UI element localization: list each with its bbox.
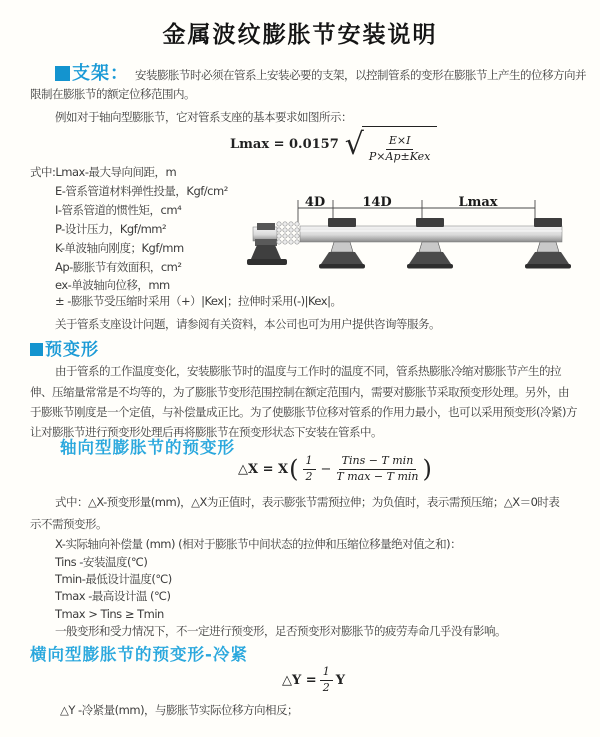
lateral-note-line: △Y -冷紧量(mm)，与膨胀节实际位移方向相反； xyxy=(60,703,299,717)
formula-lmax-fraction xyxy=(369,135,430,163)
axial-note-line: Tmin-最低设计温度(℃) xyxy=(55,572,172,586)
definition-line: K-单波轴向刚度；Kgf/mm xyxy=(55,241,184,255)
axial-note-line: Tmax > Tins ≥ Tmin xyxy=(55,607,164,621)
kex-note-line: ± -膨胀节受压缩时采用（+）|Kex|；拉伸时采用(-)|Kex|。 xyxy=(55,294,342,308)
pipe xyxy=(300,226,562,242)
axial-note-line: 示不需预变形。 xyxy=(30,517,107,531)
close-paren: ) xyxy=(422,455,432,484)
lateral-denominator: 2 xyxy=(322,680,330,694)
formula-lateral-lhs: △Y = xyxy=(282,672,317,688)
predeform-para-line: 于膨账节刚度是一个定值，与补偿量成正比。为了使膨胀节位移对管系的作用力最小，也可以采用预变形(冷紧)方 xyxy=(30,405,577,419)
axial-note-line: 一般变形和受力情况下，不一定进行预变形，足否预变形对膨胀节的疲劳寿命几乎没有影响。 xyxy=(55,624,506,638)
half-denominator: 2 xyxy=(305,469,313,483)
definition-line: ex-单波轴向位移，mm xyxy=(55,278,170,292)
lateral-numerator: 1 xyxy=(320,666,333,681)
guide-support xyxy=(319,218,365,269)
definition-line: P-设计压力，Kgf/mm² xyxy=(55,222,167,236)
formula-lateral xyxy=(282,666,345,694)
pipe-support-diagram xyxy=(245,195,600,290)
section-support-title: 支架： xyxy=(72,63,129,84)
support-intro-line2: 限制在膨胀节的额定位移范围内。 xyxy=(30,87,195,101)
formula-axial-half-fraction xyxy=(303,455,316,483)
definition-line: I-管系管道的惯性矩，cm⁴ xyxy=(55,203,182,217)
dimension-label-lmax: Lmax xyxy=(458,195,498,210)
section-predeform-heading xyxy=(30,335,99,360)
formula-lmax-denominator: P×Ap±Kex xyxy=(368,149,431,163)
guide-support xyxy=(525,218,571,269)
formula-lmax xyxy=(230,126,437,163)
definition-line: E-管系管道材料弹性投量，Kgf/cm² xyxy=(55,184,228,198)
definition-line: 式中:Lmax-最大导向间距，m xyxy=(30,165,177,179)
radical-body xyxy=(362,126,437,163)
axial-subsection-title: 轴向型膨胀节的预变形 xyxy=(60,438,235,457)
definition-line: Ap-膨胀节有效面积，cm² xyxy=(55,260,182,274)
support-intro-inline: 安装膨胀节时必须在管系上安装必要的支架，以控制管系的变形在膨胀节上产生的位移方向并 xyxy=(135,68,586,82)
section-marker-square xyxy=(30,343,43,356)
section-marker-square xyxy=(55,66,70,81)
guide-support xyxy=(407,218,453,269)
page-title: 金属波纹膨胀节安装说明 xyxy=(162,22,438,48)
predeform-para-line: 让对膨胀节进行预变形处理后再将膨胀节在预变形状态下安装在管系中。 xyxy=(30,425,382,439)
bellows-joint xyxy=(277,222,299,244)
axial-note-line: 式中：△X-预变形量(mm)，△X为正值时，表示膨张节需预拉伸；为负值时，表示需预压缩；△X＝0时表 xyxy=(55,495,560,509)
dimension-label-14d: 14D xyxy=(362,195,392,210)
open-paren: ( xyxy=(289,455,299,484)
dimension-label-4d: 4D xyxy=(304,195,326,210)
section-heading-text xyxy=(55,59,129,85)
formula-lmax-numerator: E×I xyxy=(386,135,414,150)
support-example-line: 例如对于轴向型膨胀节，它对管系支座的基本要求如图所示： xyxy=(55,110,352,124)
formula-axial-lhs: △X = X xyxy=(238,461,289,477)
formula-axial-temp-fraction xyxy=(336,455,418,483)
axial-note-line: Tmax -最高设计温 (℃) xyxy=(55,589,171,603)
formula-lmax-lhs: Lmax = 0.0157 xyxy=(230,137,339,153)
temp-denominator: T max − T min xyxy=(336,469,419,483)
axial-note-line: X-实际轴向补偿量 (mm) (相对于膨胀节中间状态的拉伸和压缩位移量绝对值之和)： xyxy=(55,537,462,551)
predeform-para-line: 伸、压缩量常常是不均等的，为了膨胀节变形范围控制在额定范围内，需要对膨胀节采取预变形处理。另外，由 xyxy=(30,385,569,399)
formula-lateral-rhs: Y xyxy=(335,672,345,688)
section-support-heading xyxy=(55,59,586,85)
axial-note-line: Tins -安装温度(℃) xyxy=(55,555,148,569)
lateral-subsection-title: 横向型膨胀节的预变形-冷紧 xyxy=(30,645,248,664)
formula-axial xyxy=(238,455,433,483)
predeform-para-line: 由于管系的工作温度变化，安装膨胀节时的温度与工作时的温度不同，管系热膨胀冷缩对膨胀节产生的拉 xyxy=(55,364,561,378)
radical-sign: √ xyxy=(344,127,364,163)
temp-numerator: Tins − T min xyxy=(339,455,417,470)
half-numerator: 1 xyxy=(303,455,316,470)
minus-sign: − xyxy=(320,461,332,477)
consult-line: 关于管系支座设计问题，请参阅有关资料，本公司也可为用户提供咨询等服务。 xyxy=(55,317,440,331)
section-predeform-title: 预变形 xyxy=(45,340,99,360)
formula-lateral-fraction xyxy=(320,666,333,694)
